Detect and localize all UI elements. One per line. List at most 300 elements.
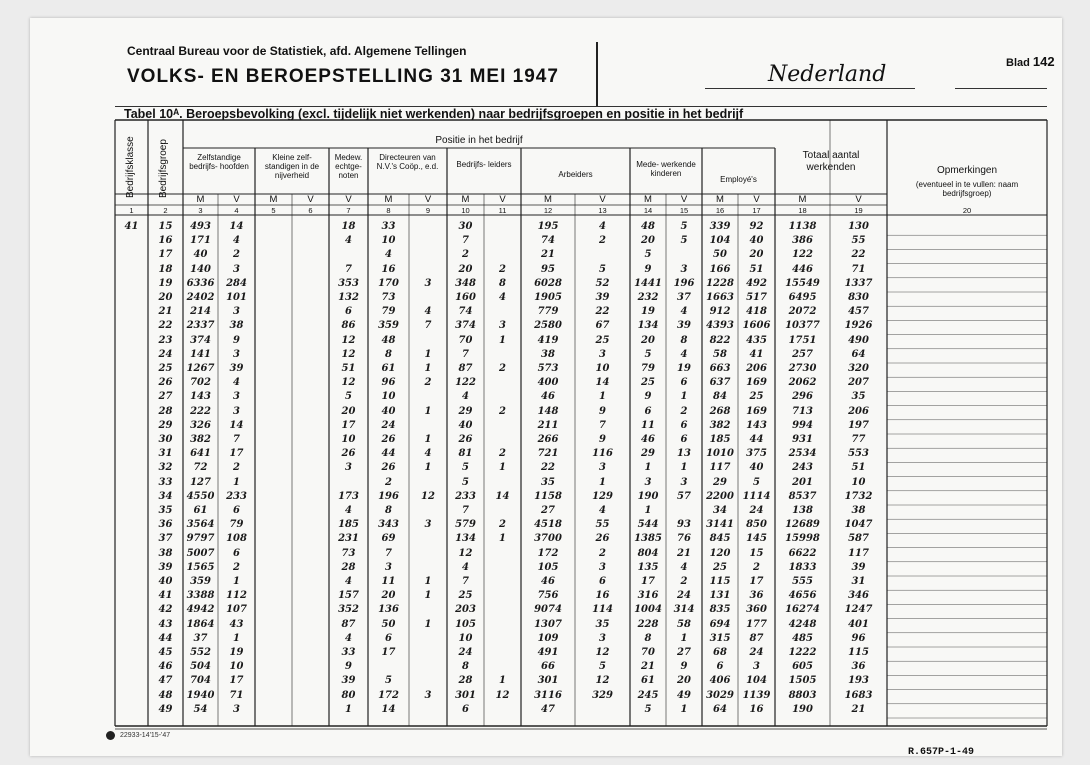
- table-cell: 1139: [742, 689, 771, 701]
- table-cell: 12: [595, 675, 610, 687]
- table-cell: 6: [233, 547, 240, 559]
- table-cell: 36: [749, 590, 764, 602]
- bedrijfsgroep-value: 44: [158, 632, 173, 644]
- table-cell: 16: [595, 590, 610, 602]
- header-meewerkende-kinderen: Mede- werkende kinderen: [636, 160, 696, 178]
- table-cell: 17: [229, 448, 244, 460]
- table-cell: 5: [680, 235, 688, 247]
- bedrijfsgroep-value: 49: [158, 703, 173, 715]
- table-cell: 3: [499, 320, 506, 332]
- table-cell: 6336: [186, 277, 215, 289]
- table-cell: 108: [226, 533, 247, 545]
- table-cell: 79: [381, 306, 396, 318]
- table-cell: 79: [229, 519, 244, 531]
- table-cell: 3: [599, 462, 606, 474]
- table-cell: 17: [641, 576, 655, 587]
- table-cell: 34: [713, 505, 727, 516]
- table-cell: 9: [233, 334, 240, 346]
- table-cell: 3: [385, 561, 392, 573]
- table-cell: 27: [541, 505, 555, 516]
- mv-label: V: [307, 194, 314, 205]
- table-cell: 26: [381, 462, 396, 474]
- table-cell: 2072: [788, 306, 817, 318]
- header-employes: Employé's: [720, 175, 757, 184]
- table-cell: 195: [537, 221, 559, 232]
- mv-label: V: [753, 194, 760, 205]
- table-cell: 231: [338, 533, 359, 545]
- table-cell: 101: [226, 292, 247, 303]
- table-cell: 18: [341, 221, 356, 232]
- header-bedrijfsgroep: Bedrijfsgroep: [158, 139, 169, 198]
- table-cell: 12: [495, 689, 510, 701]
- table-cell: 48: [381, 334, 396, 346]
- table-cell: 17: [341, 419, 356, 431]
- table-cell: 20: [341, 405, 356, 417]
- table-cell: 61: [641, 675, 655, 687]
- table-cell: 16274: [785, 604, 820, 616]
- bedrijfsgroep-value: 36: [158, 519, 173, 531]
- table-cell: 28: [341, 561, 356, 573]
- table-cell: 314: [673, 604, 695, 616]
- table-cell: 69: [381, 533, 396, 545]
- table-cell: 3: [424, 277, 432, 289]
- table-cell: 1: [424, 405, 432, 417]
- mv-label: M: [644, 194, 652, 205]
- table-cell: 1: [499, 462, 506, 474]
- table-cell: 13: [677, 448, 691, 460]
- table-cell: 70: [458, 334, 473, 346]
- table-cell: 145: [746, 533, 767, 545]
- table-cell: 87: [341, 618, 356, 630]
- table-cell: 46: [541, 391, 555, 403]
- table-cell: 33: [381, 221, 396, 232]
- table-cell: 196: [673, 277, 695, 289]
- table-cell: 3: [599, 561, 606, 573]
- table-cell: 1: [233, 576, 240, 587]
- table-cell: 7: [385, 547, 392, 559]
- table-cell: 26: [458, 434, 473, 445]
- table-cell: 17: [749, 576, 764, 587]
- mv-label: M: [196, 194, 205, 205]
- table-cell: 2: [680, 405, 688, 417]
- table-cell: 35: [851, 391, 866, 403]
- bedrijfsgroep-value: 21: [158, 306, 173, 318]
- table-cell: 43: [229, 618, 244, 630]
- table-cell: 61: [381, 363, 396, 374]
- header-opmerkingen: Opmerkingen: [936, 165, 998, 176]
- table-cell: 10: [229, 661, 244, 673]
- table-cell: 1: [424, 590, 432, 602]
- table-cell: 490: [848, 334, 869, 346]
- bedrijfsgroep-value: 22: [158, 320, 173, 332]
- table-cell: 10: [458, 632, 473, 644]
- table-cell: 27: [677, 647, 691, 658]
- table-cell: 14: [381, 703, 396, 715]
- table-cell: 172: [537, 547, 559, 559]
- table-cell: 39: [341, 675, 356, 687]
- blad-text: Blad: [1006, 57, 1030, 69]
- table-cell: 8: [385, 505, 392, 516]
- table-cell: 115: [848, 647, 869, 658]
- table-cell: 3: [424, 519, 432, 531]
- table-cell: 80: [341, 689, 356, 701]
- column-number: 8: [386, 206, 391, 215]
- table-cell: 12: [341, 348, 356, 360]
- table-cell: 702: [190, 377, 211, 389]
- table-cell: 779: [537, 306, 559, 318]
- table-cell: 37: [193, 632, 208, 644]
- table-cell: 134: [637, 320, 659, 332]
- table-cell: 22: [541, 462, 555, 474]
- table-cell: 1247: [844, 604, 873, 616]
- bedrijfsgroep-value: 18: [158, 263, 173, 275]
- positie-header: Positie in het bedrijf: [435, 135, 523, 146]
- table-cell: 71: [851, 263, 866, 275]
- table-cell: 4942: [186, 604, 215, 616]
- table-cell: 206: [746, 363, 767, 374]
- table-cell: 21: [851, 703, 866, 715]
- table-cell: 9: [345, 661, 352, 673]
- table-cell: 1: [424, 618, 432, 630]
- table-cell: 3: [233, 391, 240, 403]
- table-cell: 5: [753, 476, 760, 488]
- table-cell: 68: [713, 647, 727, 658]
- table-cell: 713: [792, 405, 813, 417]
- table-cell: 129: [592, 490, 613, 502]
- table-cell: 24: [749, 505, 764, 516]
- table-cell: 107: [226, 604, 247, 616]
- table-cell: 573: [537, 363, 559, 374]
- table-cell: 21: [641, 661, 655, 673]
- table-cell: 40: [749, 462, 764, 474]
- table-cell: 31: [851, 576, 866, 587]
- table-cell: 6: [462, 703, 469, 715]
- table-cell: 29: [641, 448, 655, 460]
- table-cell: 20: [749, 249, 764, 261]
- table-cell: 25: [749, 391, 764, 403]
- table-cell: 12: [341, 334, 356, 346]
- table-cell: 605: [792, 661, 813, 673]
- table-cell: 40: [381, 405, 396, 417]
- table-cell: 2: [499, 448, 506, 460]
- table-cell: 2: [753, 561, 760, 573]
- table-cell: 17: [229, 675, 244, 687]
- table-cell: 4: [385, 249, 392, 261]
- table-cell: 663: [709, 363, 731, 374]
- table-cell: 637: [709, 377, 731, 389]
- table-cell: 9: [680, 661, 688, 673]
- column-number: 7: [346, 206, 351, 215]
- table-cell: 2: [462, 249, 469, 261]
- table-cell: 10: [595, 363, 610, 374]
- table-cell: 4: [233, 377, 240, 389]
- table-cell: 73: [341, 547, 356, 559]
- table-cell: 994: [792, 419, 813, 431]
- table-cell: 850: [746, 519, 767, 531]
- table-cell: 804: [637, 547, 659, 559]
- table-cell: 1: [424, 576, 432, 587]
- table-cell: 138: [792, 505, 813, 516]
- table-cell: 171: [190, 235, 211, 247]
- table-cell: 7: [462, 505, 469, 516]
- bedrijfsgroep-value: 32: [158, 462, 173, 474]
- header-totaal: Totaal aantal werkenden: [802, 150, 860, 173]
- table-cell: 1505: [788, 675, 817, 687]
- bedrijfsgroep-value: 38: [158, 547, 173, 559]
- table-cell: 3: [680, 476, 688, 488]
- table-cell: 822: [709, 334, 731, 346]
- table-cell: 8: [644, 632, 652, 644]
- mv-label: M: [544, 194, 552, 205]
- table-cell: 29: [458, 405, 473, 417]
- table-cell: 7: [462, 576, 469, 587]
- table-cell: 143: [746, 419, 767, 431]
- table-cell: 3141: [706, 519, 734, 531]
- column-number: 16: [715, 206, 725, 215]
- table-cell: 109: [537, 632, 559, 644]
- table-cell: 3029: [706, 689, 734, 701]
- table-cell: 435: [746, 334, 767, 346]
- table-cell: 1010: [706, 448, 734, 460]
- table-cell: 5: [644, 703, 652, 715]
- mv-label: V: [233, 194, 240, 205]
- table-cell: 203: [455, 604, 476, 616]
- bedrijfsgroep-value: 37: [158, 533, 173, 545]
- table-cell: 315: [709, 632, 731, 644]
- table-cell: 105: [537, 561, 559, 573]
- table-cell: 1: [680, 703, 688, 715]
- table-cell: 375: [746, 448, 767, 460]
- table-cell: 492: [746, 277, 767, 289]
- place-name: Nederland: [768, 62, 887, 87]
- bedrijfsgroep-value: 48: [158, 689, 173, 701]
- mv-label: M: [269, 194, 278, 205]
- table-cell: 222: [190, 405, 211, 417]
- table-cell: 14: [495, 490, 510, 502]
- table-cell: 190: [637, 490, 659, 502]
- table-cell: 66: [541, 661, 555, 673]
- table-cell: 9: [644, 263, 652, 275]
- table-cell: 4: [345, 576, 352, 587]
- table-cell: 348: [455, 277, 476, 289]
- table-cell: 20: [677, 675, 691, 687]
- table-cell: 8: [680, 334, 688, 346]
- table-cell: 1047: [844, 519, 873, 531]
- table-cell: 14: [229, 221, 244, 232]
- table-cell: 352: [338, 604, 359, 616]
- table-cell: 7: [462, 348, 469, 360]
- bedrijfsgroep-value: 33: [158, 476, 173, 488]
- table-cell: 4: [499, 292, 506, 303]
- table-cell: 4: [233, 235, 240, 247]
- header-directeuren: Directeuren van N.V.'s Coöp., e.d.: [376, 153, 439, 171]
- bedrijfsgroep-value: 39: [158, 561, 173, 573]
- table-cell: 19: [229, 647, 244, 658]
- table-cell: 1267: [186, 363, 215, 374]
- bedrijfsgroep-value: 41: [158, 590, 173, 602]
- table-cell: 491: [537, 647, 559, 658]
- table-cell: 40: [749, 235, 764, 247]
- table-cell: 1004: [634, 604, 662, 616]
- table-cell: 2: [499, 405, 506, 417]
- table-cell: 8: [499, 277, 506, 289]
- table-cell: 26: [595, 533, 610, 545]
- bedrijfsgroep-value: 24: [158, 348, 173, 360]
- table-cell: 1: [599, 391, 606, 403]
- table-cell: 4: [599, 505, 606, 516]
- table-cell: 4: [462, 391, 469, 403]
- table-cell: 359: [190, 576, 211, 587]
- table-cell: 19: [677, 363, 691, 374]
- table-cell: 64: [713, 703, 727, 715]
- table-cell: 20: [458, 263, 473, 275]
- table-cell: 131: [709, 590, 731, 602]
- table-cell: 694: [709, 618, 731, 630]
- table-cell: 196: [378, 490, 399, 502]
- bedrijfsgroep-value: 23: [158, 334, 173, 346]
- table-cell: 135: [637, 561, 659, 573]
- table-cell: 553: [848, 448, 869, 460]
- bedrijfsgroep-value: 16: [158, 235, 173, 247]
- table-cell: 40: [458, 419, 473, 431]
- table-cell: 114: [592, 604, 613, 616]
- table-cell: 1732: [844, 490, 873, 502]
- table-cell: 39: [677, 320, 691, 332]
- table-cell: 4248: [788, 618, 817, 630]
- table-cell: 115: [709, 576, 731, 587]
- table-cell: 6: [644, 405, 652, 417]
- table-cell: 122: [792, 249, 813, 261]
- table-cell: 5: [599, 661, 606, 673]
- table-cell: 201: [792, 476, 813, 488]
- table-cell: 11: [381, 576, 396, 587]
- table-cell: 41: [749, 348, 764, 360]
- table-cell: 1: [680, 632, 688, 644]
- table-cell: 3: [424, 689, 432, 701]
- table-cell: 296: [792, 391, 813, 403]
- table-cell: 132: [338, 292, 359, 303]
- table-cell: 301: [537, 675, 559, 687]
- table-cell: 1: [233, 632, 240, 644]
- mv-label: V: [680, 194, 688, 205]
- mv-label: V: [855, 194, 862, 205]
- table-cell: 20: [641, 235, 655, 247]
- table-cell: 5: [680, 221, 688, 232]
- table-cell: 57: [677, 490, 691, 502]
- table-cell: 1385: [634, 533, 662, 545]
- table-cell: 25: [641, 377, 655, 389]
- table-cell: 2: [233, 462, 240, 474]
- table-cell: 3: [753, 661, 760, 673]
- table-cell: 6622: [788, 547, 817, 559]
- table-cell: 104: [746, 675, 767, 687]
- bedrijfsgroep-value: 27: [158, 391, 173, 403]
- table-cell: 3: [233, 263, 240, 275]
- table-cell: 266: [537, 434, 559, 445]
- table-cell: 33: [341, 647, 356, 658]
- table-cell: 400: [537, 377, 559, 389]
- column-number: 18: [798, 206, 807, 215]
- table-cell: 25: [713, 561, 727, 573]
- table-cell: 2: [233, 249, 240, 261]
- table-cell: 1: [424, 462, 432, 474]
- table-cell: 4550: [186, 490, 215, 502]
- table-cell: 136: [378, 604, 399, 616]
- table-cell: 73: [381, 292, 396, 303]
- table-cell: 9: [644, 391, 652, 403]
- bedrijfsgroep-value: 28: [158, 405, 173, 417]
- bedrijfsgroep-value: 47: [158, 675, 173, 687]
- table-cell: 418: [746, 306, 767, 318]
- table-cell: 4: [424, 306, 432, 318]
- table-cell: 3: [233, 306, 240, 318]
- column-number: 3: [198, 206, 203, 215]
- bedrijfsgroep-value: 25: [158, 363, 173, 374]
- table-cell: 52: [595, 277, 610, 289]
- table-cell: 5: [385, 675, 392, 687]
- table-cell: 35: [595, 618, 610, 630]
- table-cell: 37: [677, 292, 691, 303]
- table-cell: 206: [848, 405, 869, 417]
- table-cell: 4: [424, 448, 432, 460]
- table-cell: 122: [455, 377, 476, 389]
- table-cell: 346: [848, 590, 869, 602]
- table-cell: 79: [641, 363, 655, 374]
- mv-label: V: [599, 194, 606, 205]
- table-cell: 3: [345, 462, 352, 474]
- table-cell: 1: [424, 434, 432, 445]
- bedrijfsgroep-value: 46: [158, 661, 173, 673]
- table-cell: 24: [458, 647, 473, 658]
- mv-label: M: [384, 194, 393, 205]
- table-cell: 6: [599, 576, 606, 587]
- table-cell: 245: [637, 689, 659, 701]
- bedrijfsgroep-value: 35: [158, 505, 173, 516]
- table-cell: 360: [746, 604, 767, 616]
- table-cell: 5007: [186, 547, 215, 559]
- table-cell: 5: [462, 462, 469, 474]
- table-cell: 58: [677, 618, 691, 630]
- table-cell: 92: [749, 221, 764, 232]
- table-cell: 20: [381, 590, 396, 602]
- table-cell: 185: [709, 434, 731, 445]
- table-cell: 587: [848, 533, 869, 545]
- table-cell: 504: [190, 661, 211, 673]
- table-cell: 8537: [788, 490, 817, 502]
- table-cell: 9074: [534, 604, 562, 616]
- table-cell: 25: [458, 590, 473, 602]
- table-cell: 51: [341, 363, 356, 374]
- table-cell: 3: [599, 348, 606, 360]
- table-cell: 71: [229, 689, 244, 701]
- table-cell: 74: [458, 306, 473, 318]
- table-cell: 386: [792, 235, 813, 247]
- table-cell: 4393: [706, 320, 734, 332]
- table-cell: 7: [599, 419, 606, 431]
- table-cell: 1: [680, 391, 688, 403]
- table-cell: 116: [592, 448, 613, 460]
- table-cell: 4: [462, 561, 469, 573]
- bedrijfsgroep-value: 19: [158, 277, 173, 289]
- bedrijfsgroep-value: 40: [158, 576, 173, 587]
- table-cell: 6: [233, 505, 240, 516]
- table-cell: 4: [680, 348, 688, 360]
- table-cell: 544: [637, 519, 659, 531]
- table-cell: 38: [229, 320, 244, 332]
- table-cell: 148: [537, 405, 559, 417]
- table-cell: 105: [455, 618, 476, 630]
- table-cell: 143: [190, 391, 211, 403]
